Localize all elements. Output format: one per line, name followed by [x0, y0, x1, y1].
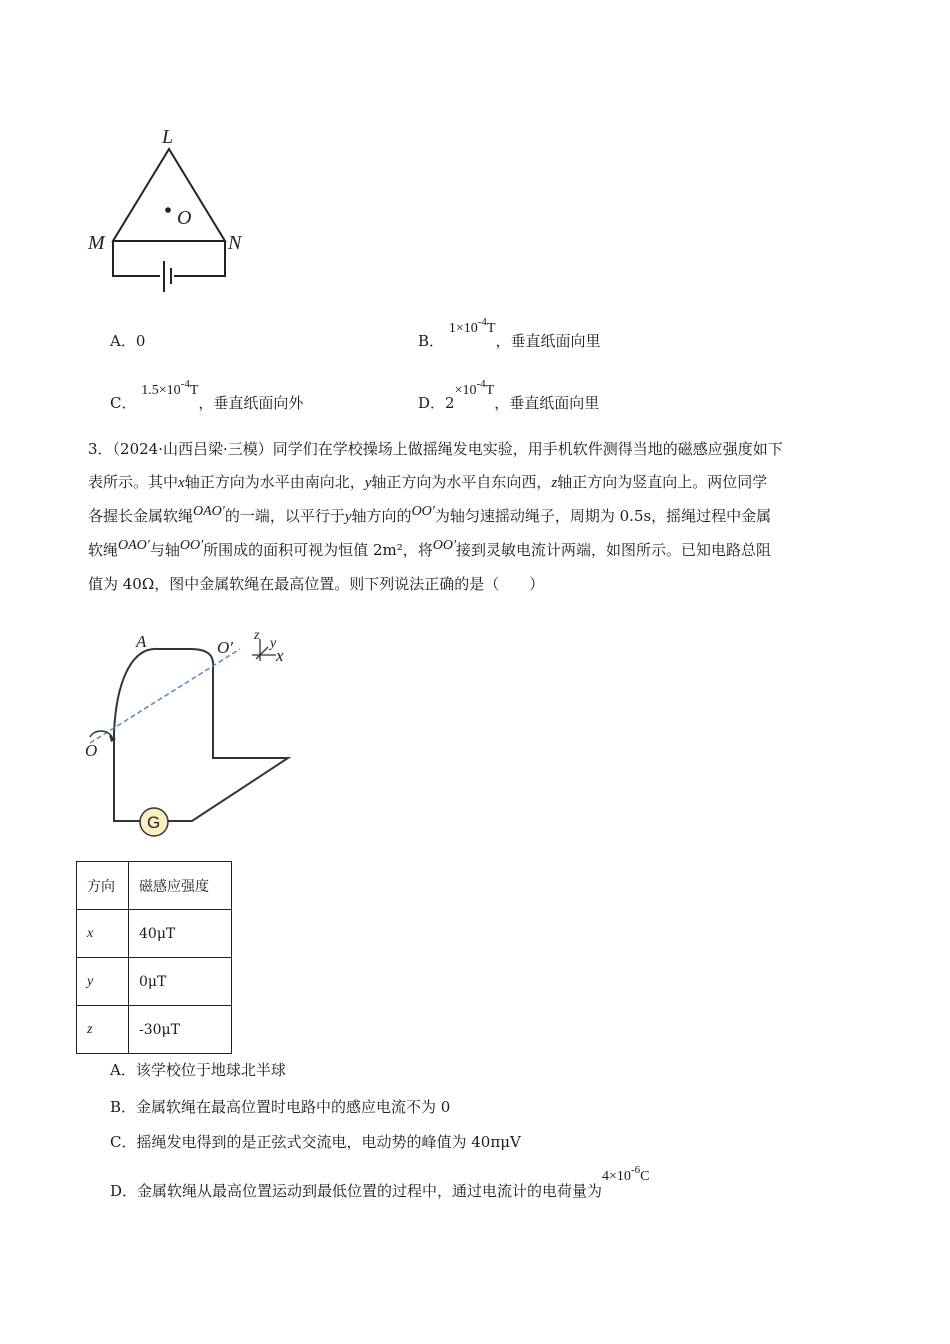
- center-point: [165, 207, 171, 213]
- q3-source: （2024·山西吕梁·三模）: [112, 440, 273, 458]
- q3-axis-y: y: [364, 475, 372, 491]
- magnetic-field-table: [76, 861, 232, 1054]
- q3-line4-c: 所围成的面积可视为恒值 2m²，将: [203, 541, 433, 559]
- label-m: M: [88, 232, 105, 254]
- q3-line-2: [88, 466, 868, 500]
- q3-line4-a: 软绳: [88, 541, 119, 559]
- table-header-row: [77, 862, 232, 910]
- q2-option-c-exp: -4: [180, 378, 190, 390]
- q2-option-b-formula: 1×10: [448, 321, 478, 336]
- q3-line4-d: 接到灵敏电流计两端，如图所示。已知电路总阻: [456, 541, 772, 559]
- q2-option-d: [418, 378, 600, 413]
- q2-option-b-label: B．: [418, 332, 445, 350]
- axis-y-arrow: [256, 647, 268, 659]
- q3-option-d-text: D．金属软绳从最高位置运动到最低位置的过程中，通过电流计的电荷量为: [110, 1182, 603, 1200]
- q2-option-c-label: C．: [110, 394, 137, 412]
- triangle-lmn: [113, 149, 225, 241]
- q3-option-b: B．金属软绳在最高位置时电路中的感应电流不为 0: [110, 1098, 451, 1116]
- label-l: L: [162, 126, 174, 148]
- galvanometer-label: G: [147, 813, 161, 832]
- circuit-wire: [168, 667, 288, 821]
- q3-oo-3: OO′: [432, 538, 457, 553]
- q3-oo-1: OO′: [411, 504, 435, 519]
- axis-label-y: y: [270, 636, 277, 651]
- q3-line2-c: 轴正方向为水平自东向西，: [371, 473, 552, 491]
- q2-option-d-unit: T: [485, 383, 495, 398]
- q3-option-d-formula: 4×10: [602, 1169, 631, 1184]
- metal-rope-oao: [114, 649, 213, 733]
- q2-option-a: [110, 330, 145, 351]
- q2-option-d-label: D．: [418, 394, 446, 412]
- q3-line4-b: 与轴: [149, 541, 180, 559]
- q3-line1-text: 同学们在学校操场上做摇绳发电实验，用手机软件测得当地的磁感应强度如下: [272, 440, 783, 458]
- q2-option-a-label: A．: [110, 332, 136, 350]
- q3-option-a: A．该学校位于地球北半球: [110, 1061, 286, 1079]
- q3-line-5: [88, 568, 868, 601]
- q3-line3-c: 轴方向的: [351, 507, 412, 525]
- table-cell-direction: z: [77, 1006, 129, 1054]
- q2-option-b-text: ，垂直纸面向里: [495, 332, 601, 350]
- axis-label-z: z: [254, 628, 260, 643]
- circuit-wire-left: [114, 733, 140, 821]
- table-cell-direction: x: [77, 910, 129, 958]
- rotation-axis-oo: [90, 649, 240, 743]
- q2-option-a-text: 0: [135, 332, 146, 350]
- table-row: [77, 910, 232, 958]
- q3-line3-a: 各握长金属软绳: [88, 507, 194, 525]
- q3-line2-d: 轴正方向为竖直向上。两位同学: [557, 473, 768, 491]
- table-row: [77, 1006, 232, 1054]
- q3-line5: 值为 40Ω，图中金属软绳在最高位置。则下列说法正确的是（ ）: [88, 575, 545, 593]
- q3-axis-z: z: [551, 475, 558, 491]
- q2-option-d-text: ，垂直纸面向里: [494, 394, 600, 412]
- q3-oo-2: OO′: [179, 538, 204, 553]
- q3-axis-y-2: y: [344, 509, 352, 525]
- label-a: A: [136, 632, 147, 651]
- q2-option-b-unit: T: [486, 321, 496, 336]
- table-cell-value: 40μT: [129, 910, 232, 958]
- q2-option-c-text: ，垂直纸面向外: [198, 394, 304, 412]
- q3-oao-1: OAO′: [193, 504, 225, 519]
- table-header-cell: 磁感应强度: [129, 862, 232, 910]
- q3-axis-x: x: [178, 475, 185, 491]
- q3-line3-b: 的一端，以平行于: [224, 507, 345, 525]
- label-n: N: [228, 232, 242, 254]
- q2-option-c-formula: 1.5×10: [141, 383, 181, 398]
- table-header-cell: 方向: [77, 862, 129, 910]
- table-cell-value: -30μT: [129, 1006, 232, 1054]
- q3-number: 3．: [88, 440, 113, 458]
- triangle-circuit-figure: [80, 118, 260, 303]
- q3-option-d-exp: -6: [630, 1164, 641, 1176]
- rope-generator-figure: [80, 625, 310, 840]
- axis-label-x: x: [276, 646, 284, 665]
- table-row: [77, 958, 232, 1006]
- q3-option-d-unit: C: [640, 1169, 650, 1184]
- q3-oao-2: OAO′: [118, 538, 150, 553]
- q2-option-d-exp: -4: [476, 378, 486, 390]
- label-o-prime: O′: [217, 638, 233, 657]
- label-o: O: [177, 207, 192, 229]
- q3-line-4: [88, 534, 868, 568]
- q2-option-d-formula: ×10: [454, 383, 477, 398]
- q2-option-c-unit: T: [189, 383, 199, 398]
- q3-line-1: [88, 433, 868, 466]
- q3-line2-b: 轴正方向为水平由南向北，: [184, 473, 365, 491]
- q3-option-c: C．摇绳发电得到的是正弦式交流电，电动势的峰值为 40πμV: [110, 1133, 521, 1151]
- q2-option-d-prefix: 2: [445, 394, 455, 412]
- q3-stem: [88, 433, 868, 601]
- q3-line3-d: 为轴匀速摇动绳子，周期为 0.5s，摇绳过程中金属: [434, 507, 772, 525]
- q3-line-3: [88, 500, 868, 534]
- table-cell-value: 0μT: [129, 958, 232, 1006]
- q2-option-b-exp: -4: [477, 316, 487, 328]
- label-o: O: [85, 741, 98, 760]
- table-cell-direction: y: [77, 958, 129, 1006]
- q3-line2-a: 表所示。其中: [88, 473, 179, 491]
